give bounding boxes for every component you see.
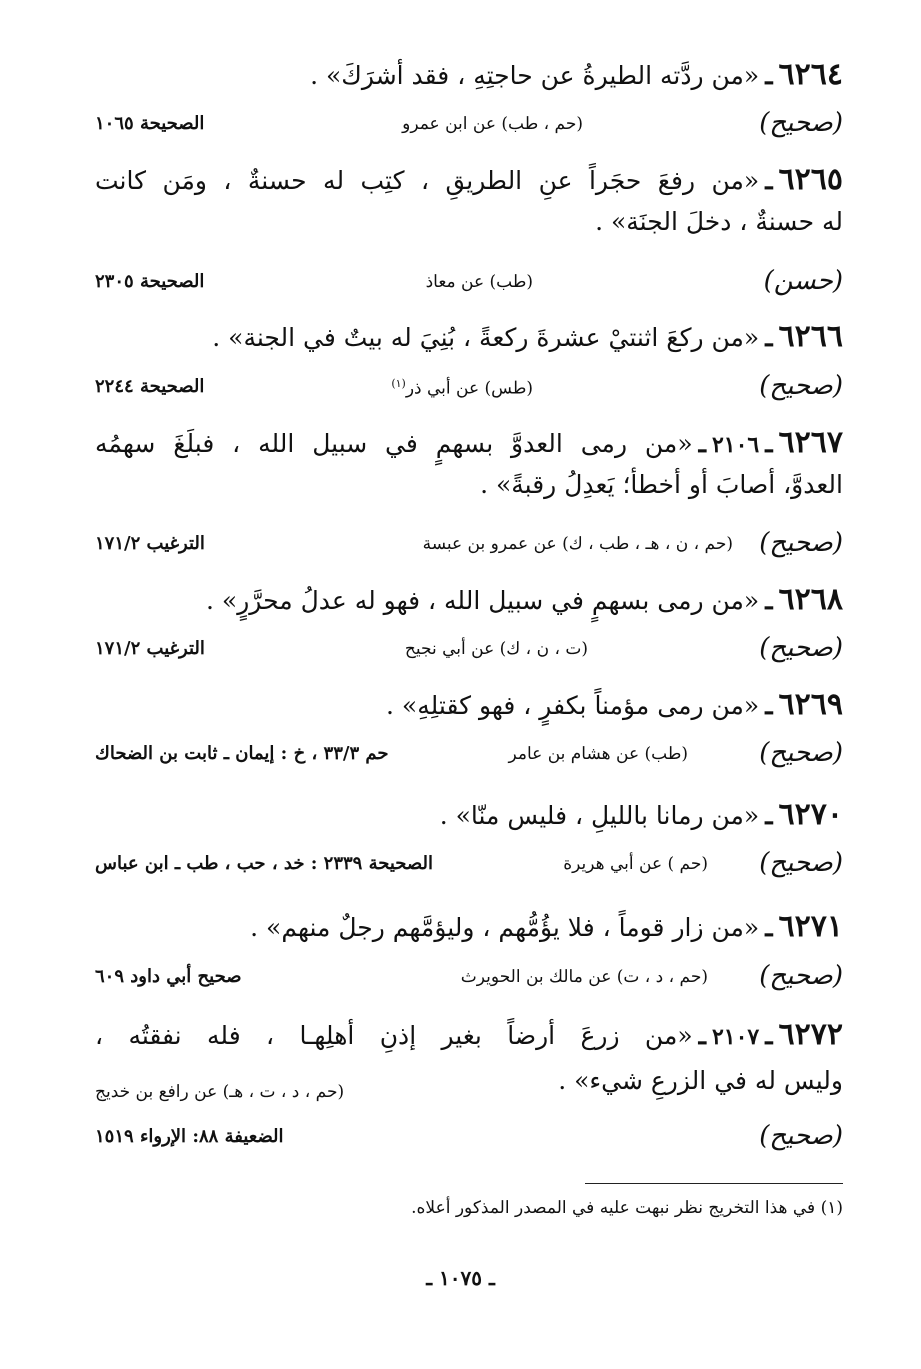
footnote-divider: [585, 1183, 843, 1184]
grade-label: (صحيح): [759, 528, 843, 558]
hadith-6270: [95, 797, 843, 832]
narrator-source: (حم ، طب) عن ابن عمرو: [402, 114, 583, 134]
hadith-reference: [95, 633, 843, 667]
grade-label: (صحيح): [759, 108, 843, 138]
grade-label: (صحيح): [759, 633, 843, 663]
grade-label: (صحيح): [759, 961, 843, 991]
hadith-6267: [95, 425, 843, 500]
reference-location: الترغيب ١٧١/٢: [95, 533, 205, 554]
hadith-6265: [95, 162, 843, 237]
narrator-source: (طس) عن أبي ذر$^{(١)}$: [391, 377, 533, 399]
reference-location: الصحيحة ٢٢٤٤: [95, 376, 205, 397]
reference-location: الضعيفة ٨٨: الإرواء ١٥١٩: [95, 1126, 284, 1147]
hadith-reference: [95, 266, 843, 300]
reference-location: الصحيحة ٢٣٠٥: [95, 271, 205, 292]
hadith-line: ٦٢٧٠ـ«من رمانا بالليلِ ، فليس منّا» .: [439, 797, 843, 832]
hadith-text: «من ركعَ اثنتيْ عشرةَ ركعةً ، بُنِيَ له بيتٌ في الجنة» .: [212, 323, 760, 352]
hadith-number: ٦٢٦٩: [778, 687, 843, 722]
hadith-text: له حسنةٌ ، دخلَ الجنَة» .: [595, 207, 843, 236]
hadith-line: ٦٢٧٢ـ٢١٠٧ـ«من زرعَ أرضاً بغير إذنِ أهلِهـا ، فله نفقتُه ،: [95, 1017, 843, 1052]
hadith-reference: [95, 1078, 843, 1108]
hadith-number: ٦٢٧١: [778, 909, 843, 944]
hadith-text: «من رمانا بالليلِ ، فليس منّا» .: [439, 801, 760, 830]
hadith-6271: [95, 909, 843, 944]
narrator-source: (حم ) عن أبي هريرة: [563, 854, 708, 874]
reference-location: الصحيحة ١٠٦٥: [95, 113, 205, 134]
reference-location: الصحيحة ٢٣٣٩ : خد ، حب ، طب ـ ابن عباس: [95, 853, 434, 874]
hadith-line: ٦٢٦٤ـ«من ردَّته الطيرةُ عن حاجتِهِ ، فقد أشرَكَ» .: [310, 57, 843, 92]
hadith-line: [95, 470, 843, 500]
hadith-reference: [95, 1121, 843, 1155]
footnote-marker: (١): [391, 377, 406, 390]
footnote: (١) في هذا التخريج نظر نبهت عليه في المصدر المذكور أعلاه.: [411, 1198, 843, 1218]
hadith-text: وليس له في الزرعِ شيء» .: [558, 1066, 843, 1095]
narrator-source: (حم ، د ، ت ، هـ) عن رافع بن خديج: [95, 1082, 345, 1102]
hadith-number: ٦٢٦٤: [778, 57, 843, 92]
hadith-6269: [95, 687, 843, 722]
hadith-number: ٦٢٦٨: [778, 582, 843, 617]
narrator-source: (حم ، د ، ت) عن مالك بن الحويرث: [460, 967, 708, 987]
hadith-6264: [95, 57, 843, 92]
narrator-source: (طب) عن هشام بن عامر: [508, 744, 688, 764]
grade-label: (صحيح): [759, 371, 843, 401]
hadith-6266: [95, 319, 843, 354]
hadith-number: ٦٢٦٥: [778, 162, 843, 197]
reference-location: الترغيب ١٧١/٢: [95, 638, 205, 659]
hadith-text: «من رمى مؤمناً بكفرٍ ، فهو كقتلِهِ» .: [386, 691, 760, 720]
hadith-text: «من رمى بسهمٍ في سبيل الله ، فهو له عدلُ محرَّرٍ» .: [206, 586, 760, 615]
reference-location: صحيح أبي داود ٦٠٩: [95, 966, 242, 987]
hadith-reference: [95, 848, 843, 882]
hadith-text: «من زار قوماً ، فلا يؤُمُّهم ، وليؤمَّهم رجلٌ منهم» .: [250, 913, 760, 942]
reference-location: حم ٣٣/٣ ، خ : إيمان ـ ثابت بن الضحاك: [95, 743, 389, 764]
grade-label: (صحيح): [759, 1121, 843, 1151]
hadith-reference: [95, 961, 843, 995]
hadith-line: ٦٢٦٦ـ«من ركعَ اثنتيْ عشرةَ ركعةً ، بُنِيَ له بيتٌ في الجنة» .: [212, 319, 843, 354]
grade-label: (صحيح): [759, 848, 843, 878]
narrator-source: (حم ، ن ، هـ ، طب ، ك) عن عمرو بن عبسة: [422, 534, 733, 554]
hadith-text: العدوَّ، أصابَ أو أخطأ؛ يَعدِلُ رقبةً» .: [480, 470, 843, 499]
hadith-line: ٦٢٦٥ـ«من رفعَ حجَراً عنِ الطريقِ ، كتِب له حسنةٌ ، ومَن كانت: [95, 162, 843, 197]
page-number: ـ ١٠٧٥ ـ: [426, 1266, 495, 1290]
hadith-number: ٦٢٦٧: [778, 425, 843, 460]
hadith-number: ٦٢٧٢: [778, 1017, 843, 1052]
hadith-number: ٦٢٦٦: [778, 319, 843, 354]
hadith-6268: [95, 582, 843, 617]
hadith-line: ٦٢٧١ـ«من زار قوماً ، فلا يؤُمُّهم ، وليؤمَّهم رجلٌ منهم» .: [250, 909, 843, 944]
secondary-number: ٢١٠٧: [711, 1024, 760, 1050]
hadith-text: «من زرعَ أرضاً بغير إذنِ أهلِهـا ، فله نفقتُه ،: [95, 1021, 693, 1050]
hadith-line: ٦٢٦٩ـ«من رمى مؤمناً بكفرٍ ، فهو كقتلِهِ» .: [386, 687, 843, 722]
narrator-source: (ت ، ن ، ك) عن أبي نجيح: [404, 639, 588, 659]
hadith-line: [95, 207, 843, 237]
secondary-number: ٢١٠٦: [711, 432, 760, 458]
hadith-line: ٦٢٦٧ـ٢١٠٦ـ«من رمى العدوَّ بسهمٍ في سبيل الله ، فبلَغَ سهمُه: [95, 425, 843, 460]
hadith-line: ٦٢٦٨ـ«من رمى بسهمٍ في سبيل الله ، فهو له عدلُ محرَّرٍ» .: [206, 582, 843, 617]
hadith-reference: [95, 738, 843, 772]
hadith-text: «من رفعَ حجَراً عنِ الطريقِ ، كتِب له حسنةٌ ، ومَن كانت: [95, 166, 760, 195]
hadith-reference: [95, 108, 843, 142]
hadith-text: «من رمى العدوَّ بسهمٍ في سبيل الله ، فبلَغَ سهمُه: [95, 429, 693, 458]
hadith-text: «من ردَّته الطيرةُ عن حاجتِهِ ، فقد أشرَكَ» .: [310, 61, 760, 90]
hadith-number: ٦٢٧٠: [778, 797, 843, 832]
hadith-reference: [95, 371, 843, 405]
hadith-reference: [95, 528, 843, 562]
grade-label: (صحيح): [759, 738, 843, 768]
narrator-source: (طب) عن معاذ: [425, 272, 533, 292]
grade-label: (حسن): [763, 266, 843, 296]
